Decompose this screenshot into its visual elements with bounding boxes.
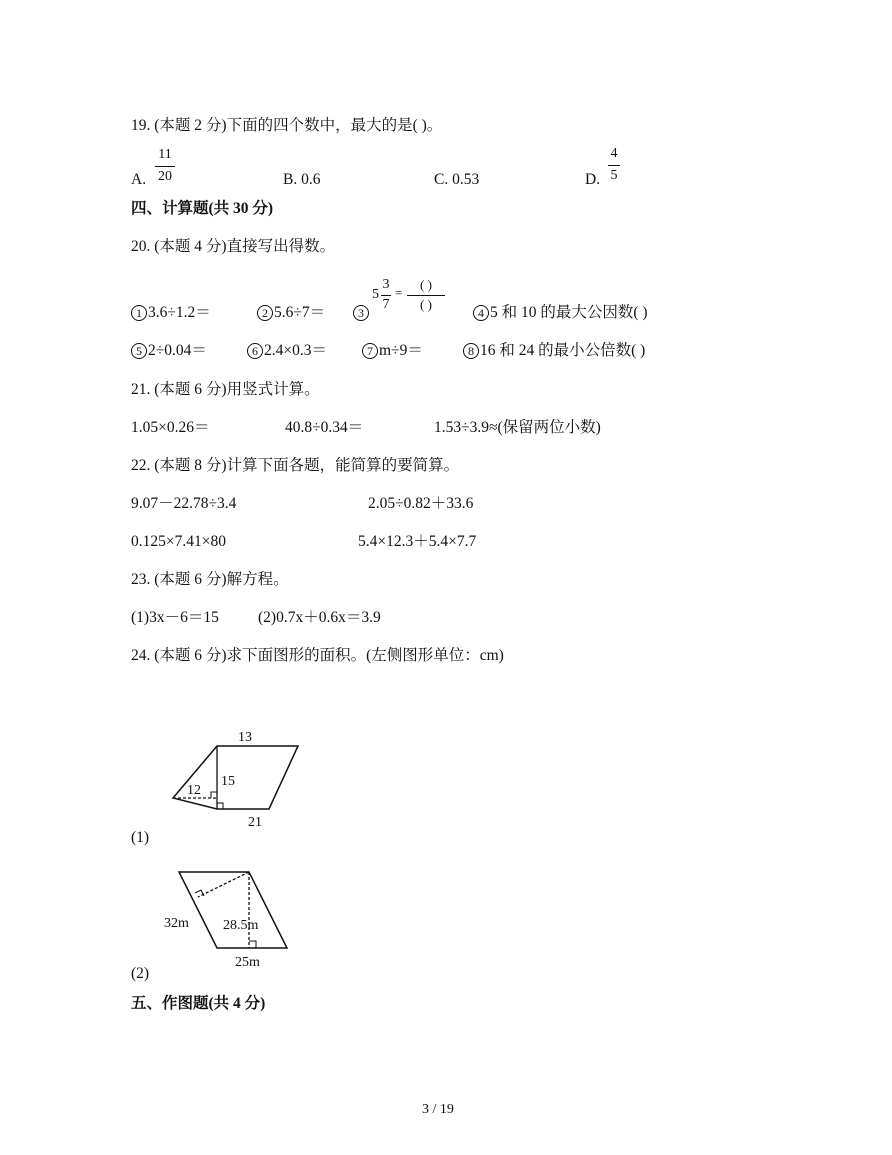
figure-1-caption: (1) <box>131 829 150 846</box>
label-side-32m: 32m <box>164 916 189 931</box>
section-5-heading: 五、作图题(共 4 分) <box>131 995 266 1012</box>
label-bottom-21: 21 <box>248 815 262 830</box>
figure-2-caption: (2) <box>131 965 150 982</box>
label-height-12: 12 <box>187 783 201 798</box>
side-height-dashed <box>198 872 249 897</box>
calc-item-2 <box>257 303 325 323</box>
right-angle-mark <box>249 941 256 948</box>
option-a-fraction-bar <box>155 166 175 167</box>
simplify-expr-1: 9.07－22.78÷3.4 <box>131 495 237 512</box>
option-b: B. 0.6 <box>283 171 321 188</box>
answer-blank-bottom: ( ) <box>420 297 432 312</box>
right-angle-mark <box>211 792 217 798</box>
calc-expression: 2÷0.04＝ <box>148 342 207 359</box>
equation-1: (1)3x－6＝15 <box>131 609 219 626</box>
mixed-number-numerator: 3 <box>382 277 390 292</box>
circled-number: 3 <box>353 305 369 321</box>
option-d-label: D. <box>585 171 601 188</box>
circled-number: 5 <box>131 343 147 359</box>
question-19-stem: 19. (本题 2 分)下面的四个数中，最大的是( )。 <box>131 117 443 134</box>
option-a-label: A. <box>131 171 147 188</box>
calc-item-7 <box>362 341 423 361</box>
calc-expression: 5 和 10 的最大公因数( ) <box>490 304 648 321</box>
parallelogram-outline <box>179 872 287 948</box>
circled-number: 6 <box>247 343 263 359</box>
page-number: 3 / 19 <box>422 1102 454 1117</box>
circled-number: 1 <box>131 305 147 321</box>
vertical-calc-2: 40.8÷0.34＝ <box>285 419 364 436</box>
label-height-28-5m: 28.5m <box>223 918 259 933</box>
answer-blank-top: ( ) <box>420 277 432 292</box>
vertical-calc-3: 1.53÷3.9≈(保留两位小数) <box>434 419 601 436</box>
equation-2: (2)0.7x＋0.6x＝3.9 <box>258 609 381 626</box>
option-a-denominator: 20 <box>158 169 172 184</box>
circled-number: 8 <box>463 343 479 359</box>
calc-expression: 16 和 24 的最小公倍数( ) <box>480 342 646 359</box>
question-20-stem: 20. (本题 4 分)直接写出得数。 <box>131 238 336 255</box>
right-angle-mark <box>217 803 223 809</box>
question-24-stem: 24. (本题 6 分)求下面图形的面积。(左侧图形单位：cm) <box>131 647 504 664</box>
calc-item-4 <box>473 303 648 323</box>
simplify-expr-4: 5.4×12.3＋5.4×7.7 <box>358 533 477 550</box>
circled-number: 4 <box>473 305 489 321</box>
label-height-15: 15 <box>221 774 235 789</box>
question-23-stem: 23. (本题 6 分)解方程。 <box>131 571 289 588</box>
calc-expression: 3.6÷1.2＝ <box>148 304 211 321</box>
circled-number: 2 <box>257 305 273 321</box>
circled-number: 7 <box>362 343 378 359</box>
mixed-number-denominator: 7 <box>382 297 390 312</box>
option-a-numerator: 11 <box>158 147 172 162</box>
option-d-numerator: 4 <box>610 146 618 161</box>
calc-item-3 <box>353 303 370 323</box>
simplify-expr-3: 0.125×7.41×80 <box>131 533 226 550</box>
calc-item-8 <box>463 341 645 361</box>
vertical-calc-1: 1.05×0.26＝ <box>131 419 210 436</box>
section-4-heading: 四、计算题(共 30 分) <box>131 200 274 217</box>
simplify-expr-2: 2.05÷0.82＋33.6 <box>368 495 474 512</box>
calc-item-1 <box>131 303 211 323</box>
calc-expression: 2.4×0.3＝ <box>264 342 327 359</box>
composite-outline <box>173 746 298 809</box>
figure-2-parallelogram <box>160 860 300 970</box>
label-top-13: 13 <box>238 730 252 745</box>
question-22-stem: 22. (本题 8 分)计算下面各题，能简算的要简算。 <box>131 457 460 474</box>
option-d-denominator: 5 <box>610 168 618 183</box>
option-c: C. 0.53 <box>434 171 480 188</box>
calc-expression: 5.6÷7＝ <box>274 304 326 321</box>
figure-1-composite-shape <box>160 720 310 840</box>
option-d-fraction-bar <box>608 165 620 166</box>
calc-item-5 <box>131 341 207 361</box>
calc-item-6 <box>247 341 327 361</box>
calc-expression: m÷9＝ <box>379 342 423 359</box>
equals-sign: = <box>395 285 403 300</box>
mixed-number-whole: 5 <box>372 287 379 302</box>
label-base-25m: 25m <box>235 955 260 970</box>
question-21-stem: 21. (本题 6 分)用竖式计算。 <box>131 381 320 398</box>
